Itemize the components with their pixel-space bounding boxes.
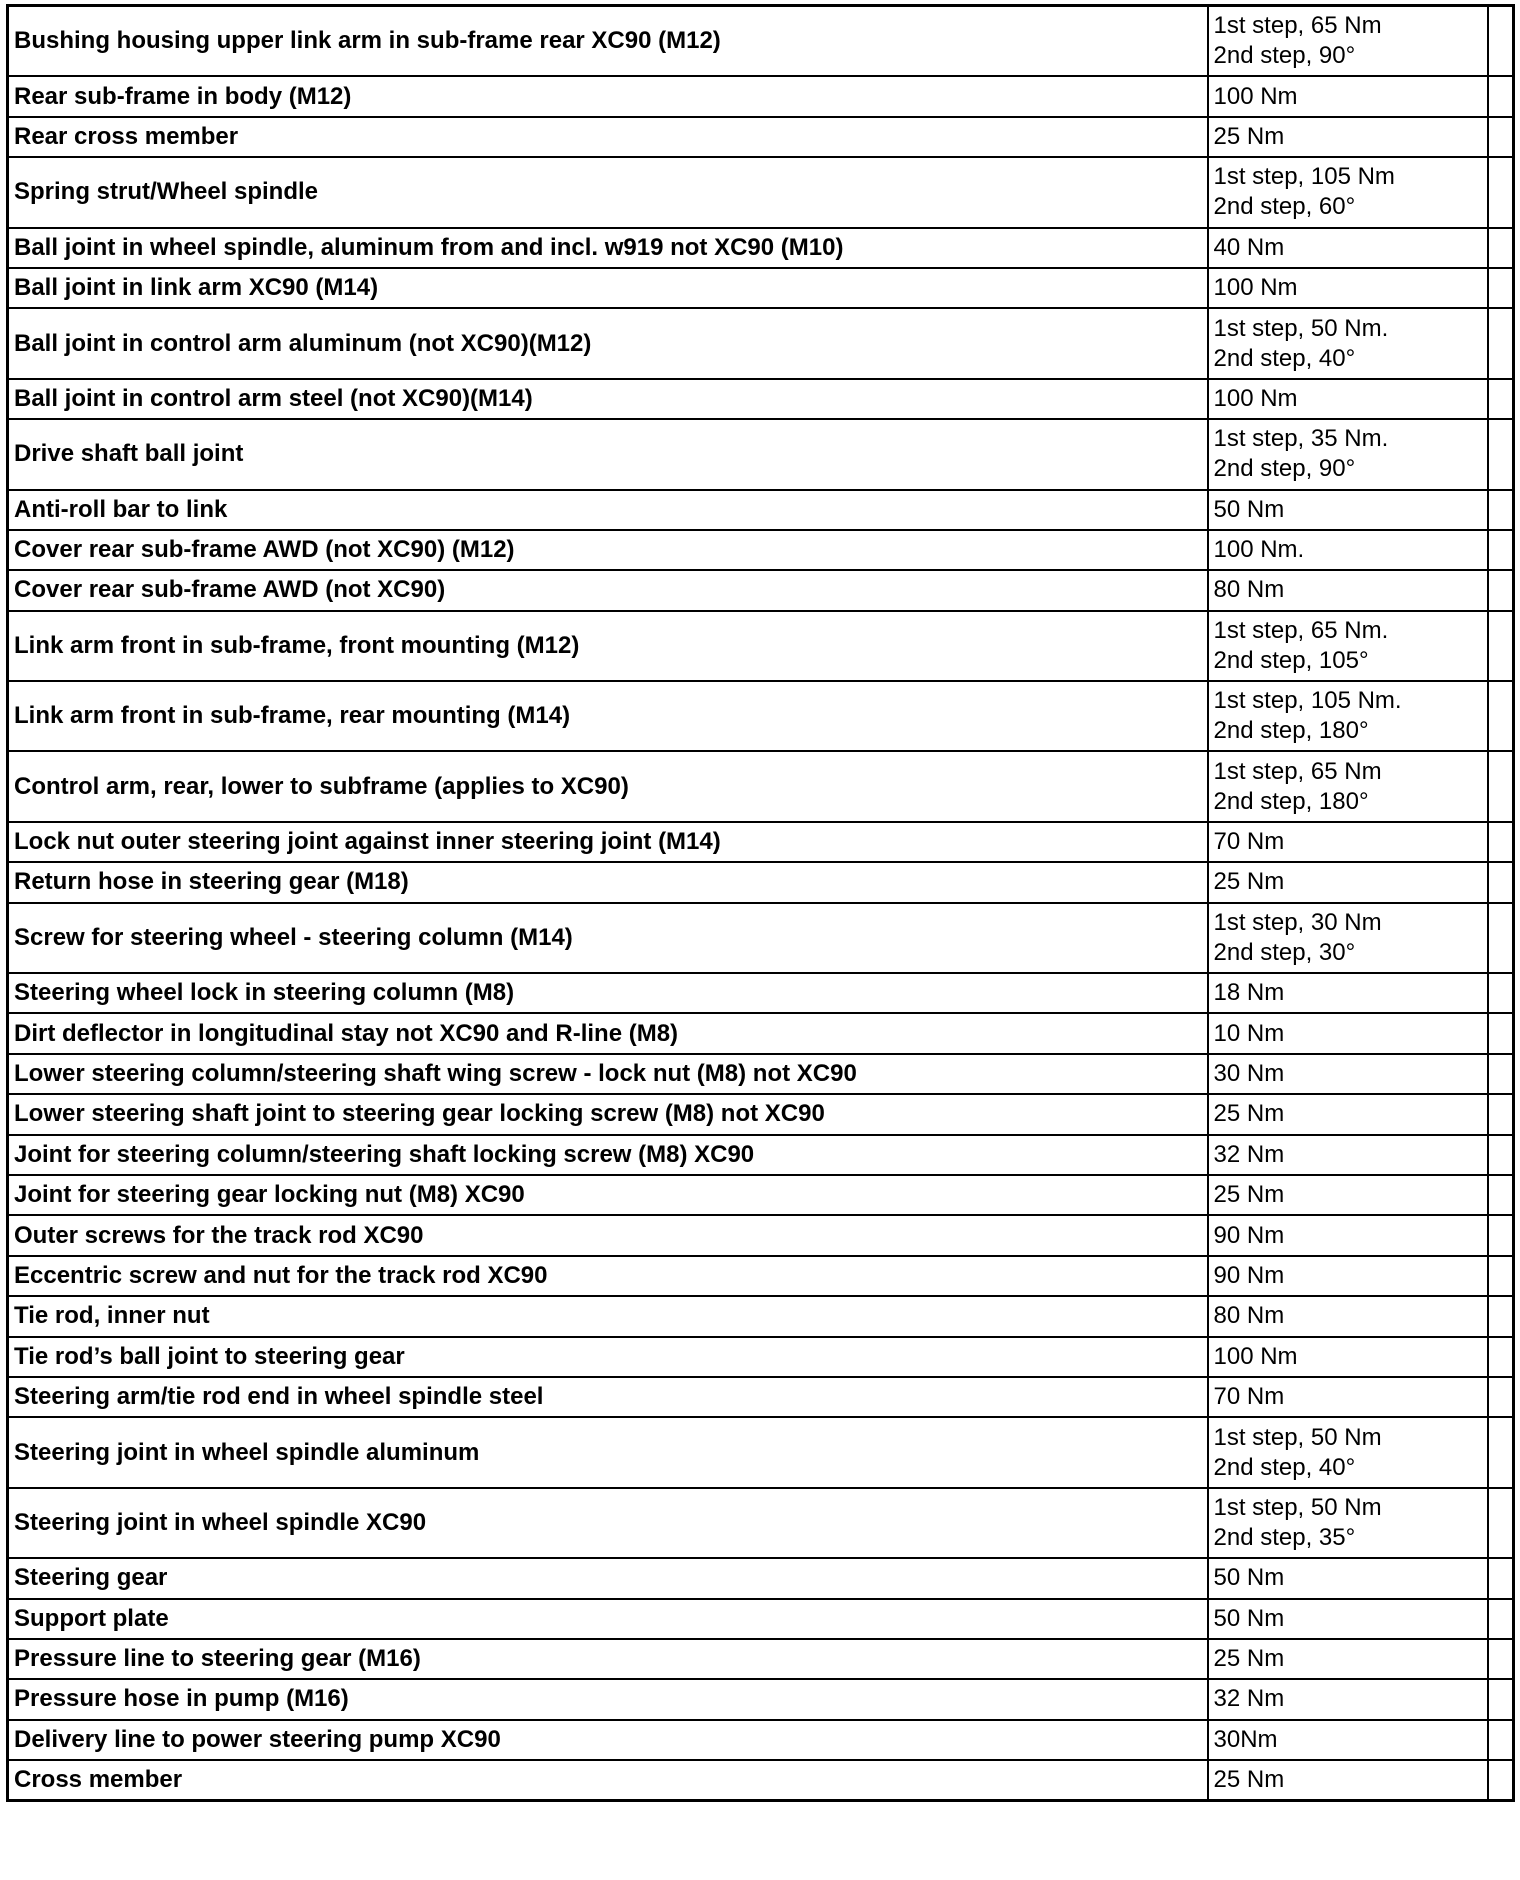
table-row xyxy=(8,570,1514,610)
component-cell: Steering joint in wheel spindle XC90 xyxy=(8,1488,1208,1558)
torque-value-cell xyxy=(1208,1417,1488,1487)
component-cell: Cover rear sub-frame AWD (not XC90) xyxy=(8,570,1208,610)
empty-cell xyxy=(1488,1720,1514,1760)
table-row xyxy=(8,681,1514,751)
torque-value-line: 50 Nm xyxy=(1213,1564,1285,1592)
torque-value-line: 1st step, 30 Nm xyxy=(1213,908,1382,936)
component-cell: Return hose in steering gear (M18) xyxy=(8,862,1208,902)
empty-cell xyxy=(1488,490,1514,530)
torque-value-cell xyxy=(1208,6,1488,77)
component-cell: Lower steering shaft joint to steering gear locking screw (M8) not XC90 xyxy=(8,1094,1208,1134)
table-row xyxy=(8,157,1514,227)
component-cell: Eccentric screw and nut for the track rod XC90 xyxy=(8,1256,1208,1296)
torque-value-cell xyxy=(1208,157,1488,227)
table-row xyxy=(8,1215,1514,1255)
table-row xyxy=(8,490,1514,530)
torque-value-line: 100 Nm. xyxy=(1213,536,1305,564)
torque-value-line: 2nd step, 105° xyxy=(1213,646,1369,674)
torque-value-line: 25 Nm xyxy=(1213,1766,1285,1794)
torque-value-line: 10 Nm xyxy=(1213,1019,1285,1047)
component-cell: Pressure hose in pump (M16) xyxy=(8,1679,1208,1719)
torque-value-cell xyxy=(1208,117,1488,157)
torque-value-line: 80 Nm xyxy=(1213,576,1285,604)
torque-value-line: 100 Nm xyxy=(1213,384,1298,412)
empty-cell xyxy=(1488,1054,1514,1094)
table-row xyxy=(8,530,1514,570)
table-row xyxy=(8,1013,1514,1053)
torque-value-cell xyxy=(1208,751,1488,821)
component-cell: Steering gear xyxy=(8,1558,1208,1598)
torque-value-line: 100 Nm xyxy=(1213,82,1298,110)
component-cell: Steering arm/tie rod end in wheel spindle steel xyxy=(8,1377,1208,1417)
torque-value-cell xyxy=(1208,308,1488,378)
torque-value-cell xyxy=(1208,76,1488,116)
empty-cell xyxy=(1488,903,1514,973)
empty-cell xyxy=(1488,611,1514,681)
empty-cell xyxy=(1488,1417,1514,1487)
component-cell: Ball joint in link arm XC90 (M14) xyxy=(8,268,1208,308)
torque-value-line: 2nd step, 90° xyxy=(1213,42,1356,70)
torque-value-line: 2nd step, 180° xyxy=(1213,717,1369,745)
empty-cell xyxy=(1488,1679,1514,1719)
torque-value-line: 1st step, 65 Nm xyxy=(1213,12,1382,40)
torque-value-line: 1st step, 65 Nm xyxy=(1213,757,1382,785)
table-row xyxy=(8,1558,1514,1598)
torque-value-line: 25 Nm xyxy=(1213,1100,1285,1128)
torque-value-cell xyxy=(1208,228,1488,268)
torque-value-line: 32 Nm xyxy=(1213,1140,1285,1168)
torque-value-line: 2nd step, 180° xyxy=(1213,787,1369,815)
component-cell: Tie rod, inner nut xyxy=(8,1296,1208,1336)
torque-value-line: 2nd step, 30° xyxy=(1213,938,1356,966)
component-cell: Anti-roll bar to link xyxy=(8,490,1208,530)
table-row xyxy=(8,117,1514,157)
table-row xyxy=(8,1377,1514,1417)
table-row xyxy=(8,1720,1514,1760)
component-cell: Ball joint in control arm aluminum (not XC90)(M12) xyxy=(8,308,1208,378)
torque-value-line: 2nd step, 35° xyxy=(1213,1523,1356,1551)
component-cell: Spring strut/Wheel spindle xyxy=(8,157,1208,227)
table-row xyxy=(8,1135,1514,1175)
torque-value-cell xyxy=(1208,570,1488,610)
table-row xyxy=(8,903,1514,973)
empty-cell xyxy=(1488,822,1514,862)
torque-value-line: 90 Nm xyxy=(1213,1221,1285,1249)
torque-value-line: 40 Nm xyxy=(1213,233,1285,261)
torque-value-line: 30Nm xyxy=(1213,1725,1278,1753)
torque-value-line: 100 Nm xyxy=(1213,274,1298,302)
table-row xyxy=(8,1054,1514,1094)
torque-value-cell xyxy=(1208,1296,1488,1336)
table-row xyxy=(8,6,1514,77)
table-row xyxy=(8,1417,1514,1487)
empty-cell xyxy=(1488,1639,1514,1679)
torque-value-cell xyxy=(1208,1013,1488,1053)
component-cell: Support plate xyxy=(8,1599,1208,1639)
empty-cell xyxy=(1488,751,1514,821)
empty-cell xyxy=(1488,1599,1514,1639)
table-row xyxy=(8,1256,1514,1296)
torque-value-cell xyxy=(1208,903,1488,973)
component-cell: Steering joint in wheel spindle aluminum xyxy=(8,1417,1208,1487)
torque-value-cell xyxy=(1208,490,1488,530)
table-row xyxy=(8,379,1514,419)
torque-value-cell xyxy=(1208,611,1488,681)
component-cell: Link arm front in sub-frame, front mounting (M12) xyxy=(8,611,1208,681)
table-row xyxy=(8,1094,1514,1134)
torque-value-line: 80 Nm xyxy=(1213,1302,1285,1330)
component-cell: Pressure line to steering gear (M16) xyxy=(8,1639,1208,1679)
empty-cell xyxy=(1488,1135,1514,1175)
table-row xyxy=(8,268,1514,308)
empty-cell xyxy=(1488,1094,1514,1134)
torque-value-cell xyxy=(1208,379,1488,419)
table-row xyxy=(8,1175,1514,1215)
empty-cell xyxy=(1488,117,1514,157)
empty-cell xyxy=(1488,268,1514,308)
torque-value-line: 32 Nm xyxy=(1213,1685,1285,1713)
table-row xyxy=(8,308,1514,378)
empty-cell xyxy=(1488,570,1514,610)
table-row xyxy=(8,1639,1514,1679)
component-cell: Outer screws for the track rod XC90 xyxy=(8,1215,1208,1255)
torque-value-line: 1st step, 35 Nm. xyxy=(1213,425,1389,453)
torque-value-cell xyxy=(1208,1599,1488,1639)
component-cell: Cross member xyxy=(8,1760,1208,1801)
torque-value-line: 1st step, 65 Nm. xyxy=(1213,616,1389,644)
torque-value-cell xyxy=(1208,1337,1488,1377)
torque-value-line: 1st step, 50 Nm xyxy=(1213,1423,1382,1451)
torque-value-line: 1st step, 50 Nm xyxy=(1213,1493,1382,1521)
torque-value-line: 2nd step, 40° xyxy=(1213,1453,1356,1481)
table-row xyxy=(8,822,1514,862)
torque-value-line: 50 Nm xyxy=(1213,495,1285,523)
component-cell: Steering wheel lock in steering column (M8) xyxy=(8,973,1208,1013)
table-row xyxy=(8,1599,1514,1639)
torque-value-line: 25 Nm xyxy=(1213,868,1285,896)
torque-value-line: 90 Nm xyxy=(1213,1261,1285,1289)
table-row xyxy=(8,1337,1514,1377)
torque-value-cell xyxy=(1208,1760,1488,1801)
table-row xyxy=(8,1679,1514,1719)
torque-specification-table xyxy=(6,4,1515,1802)
torque-value-cell xyxy=(1208,973,1488,1013)
component-cell: Screw for steering wheel - steering column (M14) xyxy=(8,903,1208,973)
component-cell: Joint for steering gear locking nut (M8) XC90 xyxy=(8,1175,1208,1215)
table-row xyxy=(8,611,1514,681)
torque-value-cell xyxy=(1208,862,1488,902)
torque-value-line: 70 Nm xyxy=(1213,828,1285,856)
torque-value-cell xyxy=(1208,1256,1488,1296)
torque-value-cell xyxy=(1208,1679,1488,1719)
empty-cell xyxy=(1488,308,1514,378)
table-row xyxy=(8,76,1514,116)
empty-cell xyxy=(1488,6,1514,77)
component-cell: Tie rod’s ball joint to steering gear xyxy=(8,1337,1208,1377)
torque-value-cell xyxy=(1208,1377,1488,1417)
table-row xyxy=(8,1760,1514,1801)
torque-value-line: 2nd step, 40° xyxy=(1213,344,1356,372)
torque-value-line: 70 Nm xyxy=(1213,1383,1285,1411)
table-row xyxy=(8,419,1514,489)
torque-value-line: 100 Nm xyxy=(1213,1342,1298,1370)
component-cell: Drive shaft ball joint xyxy=(8,419,1208,489)
torque-table-body xyxy=(8,6,1514,1801)
torque-value-line: 50 Nm xyxy=(1213,1604,1285,1632)
empty-cell xyxy=(1488,681,1514,751)
torque-value-cell xyxy=(1208,1094,1488,1134)
torque-value-cell xyxy=(1208,1558,1488,1598)
empty-cell xyxy=(1488,1215,1514,1255)
empty-cell xyxy=(1488,228,1514,268)
torque-value-cell xyxy=(1208,530,1488,570)
table-row xyxy=(8,1488,1514,1558)
torque-value-cell xyxy=(1208,1639,1488,1679)
table-row xyxy=(8,973,1514,1013)
component-cell: Delivery line to power steering pump XC90 xyxy=(8,1720,1208,1760)
component-cell: Lock nut outer steering joint against inner steering joint (M14) xyxy=(8,822,1208,862)
torque-value-line: 2nd step, 60° xyxy=(1213,193,1356,221)
torque-value-line: 1st step, 105 Nm. xyxy=(1213,687,1402,715)
torque-value-cell xyxy=(1208,1488,1488,1558)
empty-cell xyxy=(1488,862,1514,902)
empty-cell xyxy=(1488,1558,1514,1598)
component-cell: Bushing housing upper link arm in sub-frame rear XC90 (M12) xyxy=(8,6,1208,77)
empty-cell xyxy=(1488,379,1514,419)
torque-value-line: 30 Nm xyxy=(1213,1060,1285,1087)
torque-value-line: 18 Nm xyxy=(1213,979,1285,1007)
component-cell: Link arm front in sub-frame, rear mounting (M14) xyxy=(8,681,1208,751)
empty-cell xyxy=(1488,157,1514,227)
empty-cell xyxy=(1488,1013,1514,1053)
torque-value-cell xyxy=(1208,1054,1488,1094)
empty-cell xyxy=(1488,1488,1514,1558)
torque-value-cell xyxy=(1208,1135,1488,1175)
empty-cell xyxy=(1488,1760,1514,1801)
component-cell: Joint for steering column/steering shaft locking screw (M8) XC90 xyxy=(8,1135,1208,1175)
component-cell: Ball joint in wheel spindle, aluminum from and incl. w919 not XC90 (M10) xyxy=(8,228,1208,268)
torque-value-cell xyxy=(1208,1175,1488,1215)
table-row xyxy=(8,862,1514,902)
component-cell: Lower steering column/steering shaft wing screw - lock nut (M8) not XC90 xyxy=(8,1054,1208,1094)
torque-value-cell xyxy=(1208,822,1488,862)
torque-value-cell xyxy=(1208,1215,1488,1255)
component-cell: Control arm, rear, lower to subframe (applies to XC90) xyxy=(8,751,1208,821)
torque-value-cell xyxy=(1208,268,1488,308)
torque-value-line: 2nd step, 90° xyxy=(1213,455,1356,483)
torque-value-line: 25 Nm xyxy=(1213,1645,1285,1673)
component-cell: Rear sub-frame in body (M12) xyxy=(8,76,1208,116)
torque-value-cell xyxy=(1208,1720,1488,1760)
torque-value-line: 1st step, 105 Nm xyxy=(1213,163,1395,191)
component-cell: Cover rear sub-frame AWD (not XC90) (M12) xyxy=(8,530,1208,570)
empty-cell xyxy=(1488,1377,1514,1417)
empty-cell xyxy=(1488,76,1514,116)
torque-value-cell xyxy=(1208,419,1488,489)
component-cell: Rear cross member xyxy=(8,117,1208,157)
component-cell: Dirt deflector in longitudinal stay not XC90 and R-line (M8) xyxy=(8,1013,1208,1053)
empty-cell xyxy=(1488,973,1514,1013)
empty-cell xyxy=(1488,530,1514,570)
torque-value-line: 25 Nm xyxy=(1213,122,1285,150)
component-cell: Ball joint in control arm steel (not XC90)(M14) xyxy=(8,379,1208,419)
torque-value-line: 1st step, 50 Nm. xyxy=(1213,314,1389,342)
empty-cell xyxy=(1488,1337,1514,1377)
empty-cell xyxy=(1488,419,1514,489)
empty-cell xyxy=(1488,1256,1514,1296)
empty-cell xyxy=(1488,1175,1514,1215)
torque-value-cell xyxy=(1208,681,1488,751)
table-row xyxy=(8,751,1514,821)
empty-cell xyxy=(1488,1296,1514,1336)
table-row xyxy=(8,228,1514,268)
table-row xyxy=(8,1296,1514,1336)
torque-value-line: 25 Nm xyxy=(1213,1181,1285,1209)
